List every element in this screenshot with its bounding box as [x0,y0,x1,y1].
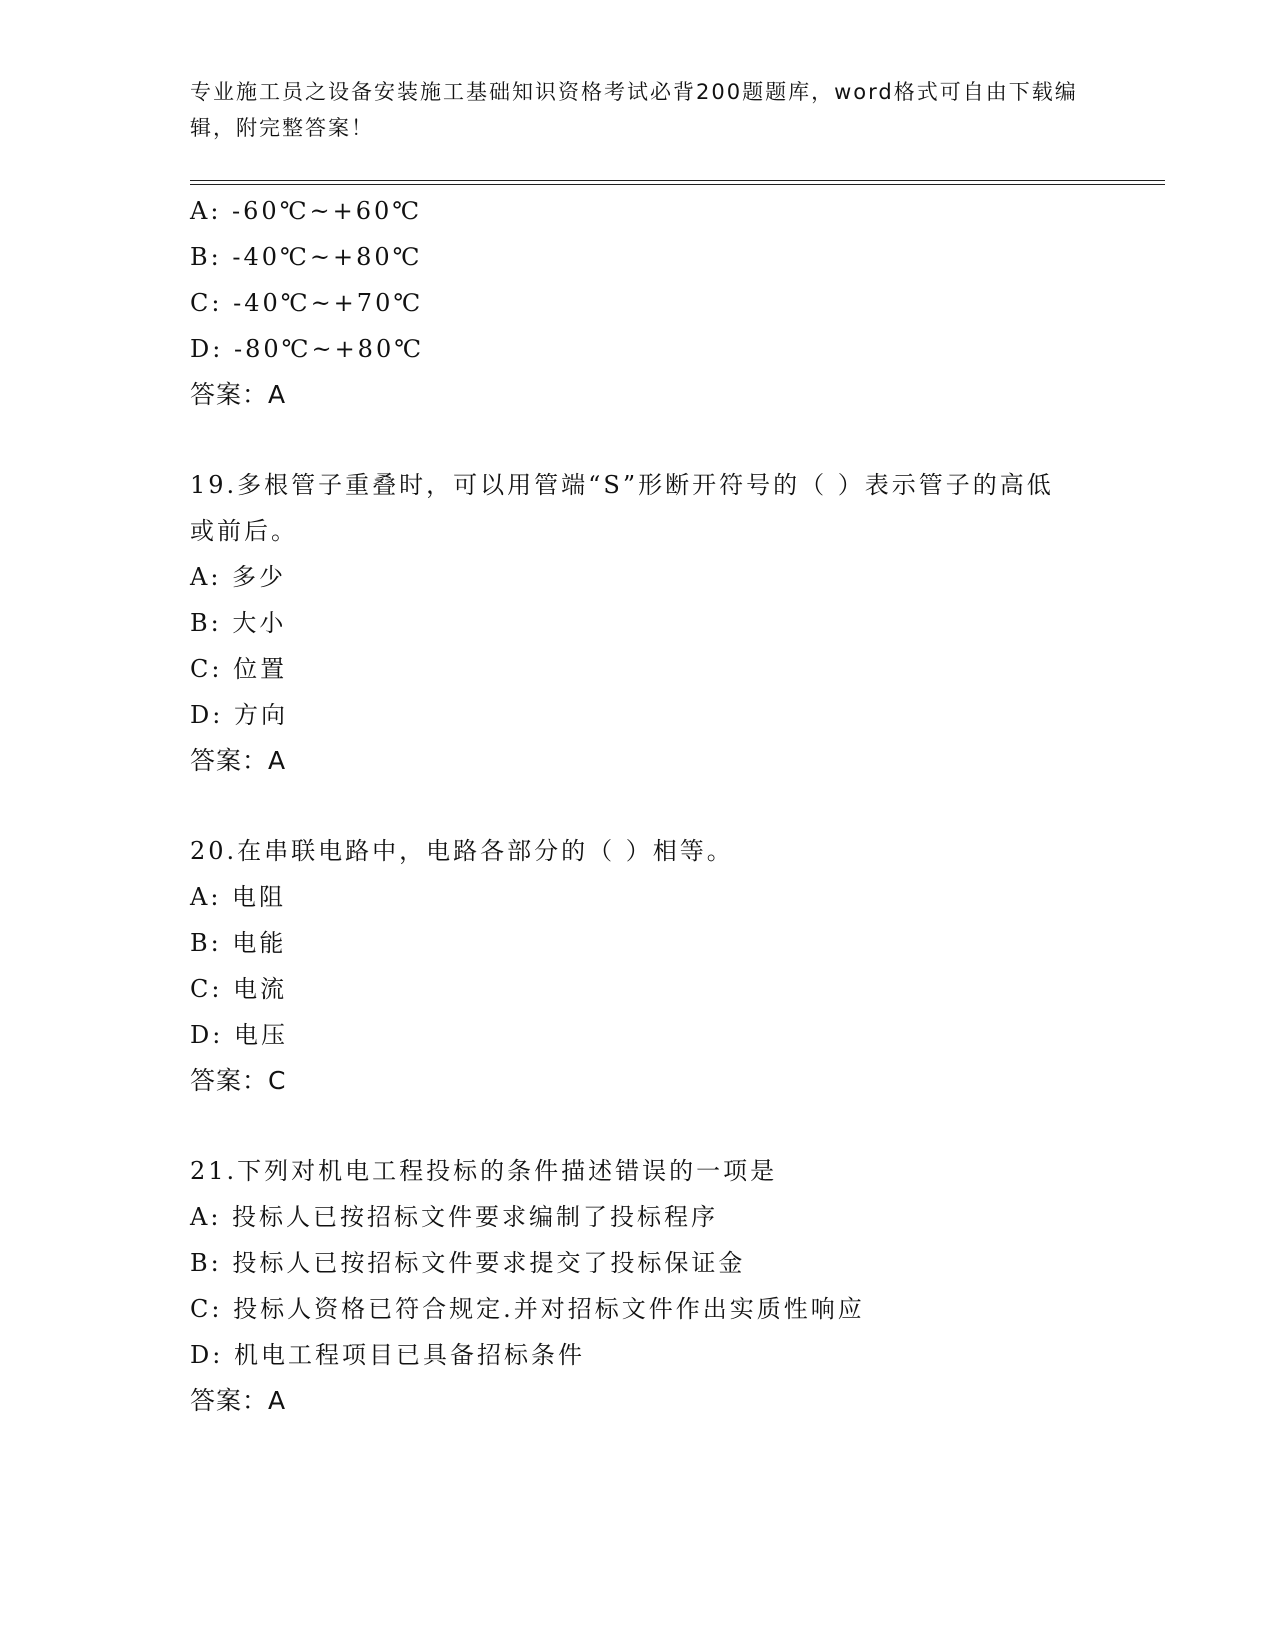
option-b: B: -40℃~+80℃ [190,243,423,271]
question-list [190,188,1150,1424]
answer-line: 答案：A [190,746,287,775]
question-21 [190,1148,1150,1424]
option-d: D: 机电工程项目已具备招标条件 [190,1341,585,1369]
header-divider-bottom [190,184,1165,185]
question-19 [190,462,1150,784]
answer-line: 答案：A [190,1386,287,1415]
option-a: A: -60℃~+60℃ [190,197,423,225]
answer-line: 答案：C [190,1066,287,1095]
option-d: D: 电压 [190,1021,288,1049]
option-c: C: 电流 [190,975,288,1003]
question-text: 21.下列对机电工程投标的条件描述错误的一项是 [190,1157,778,1185]
option-b: B: 电能 [190,929,287,957]
header-divider-top [190,180,1165,181]
option-a: A: 多少 [190,563,287,591]
option-d: D: 方向 [190,701,288,729]
option-c: C: -40℃~+70℃ [190,289,424,317]
document-header: 专业施工员之设备安装施工基础知识资格考试必背200题题库，word格式可自由下载编辑，附完整答案！ [190,80,1078,140]
option-c: C: 位置 [190,655,288,683]
option-d: D: -80℃~+80℃ [190,335,425,363]
question-text: 20.在串联电路中，电路各部分的（ ）相等。 [190,837,734,865]
option-b: B: 大小 [190,609,287,637]
question-text: 19.多根管子重叠时，可以用管端“S”形断开符号的（ ）表示管子的高低或前后。 [190,471,1054,545]
option-b: B: 投标人已按招标文件要求提交了投标保证金 [190,1249,746,1277]
answer-line: 答案：A [190,380,287,409]
option-a: A: 电阻 [190,883,287,911]
option-a: A: 投标人已按招标文件要求编制了投标程序 [190,1203,719,1231]
option-c: C: 投标人资格已符合规定.并对招标文件作出实质性响应 [190,1295,865,1323]
question-18 [190,188,1150,418]
question-20 [190,828,1150,1104]
